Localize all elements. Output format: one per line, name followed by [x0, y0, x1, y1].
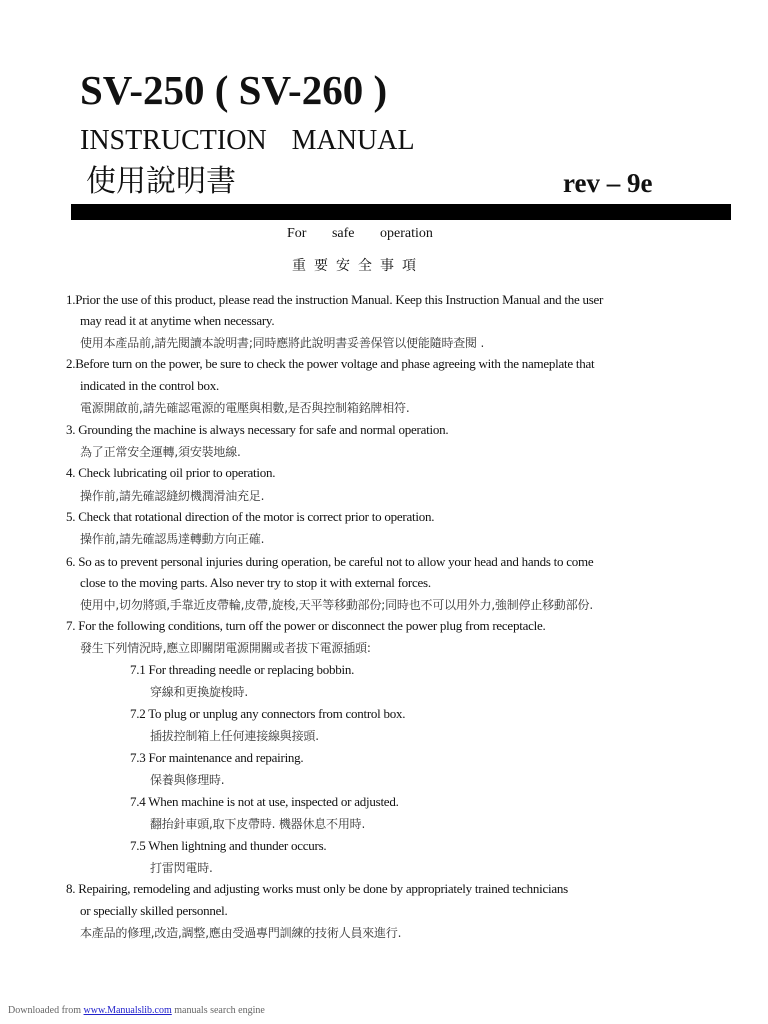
item-8-cn: 本產品的修理,改造,調整,應由受過專門訓練的技術人員來進行.: [80, 926, 402, 940]
item-4-text: 4. Check lubricating oil prior to operation.: [66, 465, 276, 480]
item-5-cn: 操作前,請先確認馬達轉動方向正確.: [80, 532, 265, 546]
item-2-cn: 電源開啟前,請先確認電源的電壓與相數,是否與控制箱銘牌相符.: [80, 401, 410, 415]
item-7-2-cn: 插拔控制箱上任何連接線與接頭.: [150, 729, 319, 743]
item-7-3-cn: 保養與修理時.: [150, 773, 225, 787]
item-3-text: 3. Grounding the machine is always necessary for safe and normal operation.: [66, 422, 449, 437]
revision-label: rev – 9e: [563, 168, 653, 198]
manual-subtitle: INSTRUCTION MANUAL: [80, 125, 415, 156]
model-title: SV-250 ( SV-260 ): [80, 67, 388, 113]
manualslib-link[interactable]: www.Manualslib.com: [83, 1005, 172, 1016]
item-1-cn: 使用本產品前,請先閱讀本說明書;同時應將此說明書妥善保管以便能隨時查閱 .: [80, 336, 485, 350]
item-2-text: 2.Before turn on the power, be sure to check the power voltage and phase agreeing with the nameplate that: [66, 356, 595, 371]
item-7-5-text: 7.5 When lightning and thunder occurs.: [130, 838, 327, 853]
item-7-4-cn: 翻抬針車頭,取下皮帶時. 機器休息不用時.: [150, 817, 366, 831]
safety-heading-cn: 重要安全事項: [292, 258, 424, 274]
safety-heading: For safe operation: [287, 226, 433, 241]
item-7-4-text: 7.4 When machine is not at use, inspected or adjusted.: [130, 794, 399, 809]
item-8-text: 8. Repairing, remodeling and adjusting works must only be done by appropriately trained technicians: [66, 881, 568, 896]
item-7-text: 7. For the following conditions, turn off the power or disconnect the power plug from receptacle.: [66, 618, 546, 633]
item-4-cn: 操作前,請先確認縫紉機潤滑油充足.: [80, 489, 265, 503]
item-8-text-cont: or specially skilled personnel.: [80, 903, 228, 918]
item-1-text: 1.Prior the use of this product, please read the instruction Manual. Keep this Instruction Manual and the user: [66, 292, 604, 307]
item-7-2-text: 7.2 To plug or unplug any connectors from control box.: [130, 706, 406, 721]
download-footer: [8, 1004, 265, 1018]
item-7-cn: 發生下列情況時,應立即關閉電源開關或者拔下電源插頭:: [80, 641, 371, 655]
item-1-text-cont: may read it at anytime when necessary.: [80, 313, 275, 328]
item-6-cn: 使用中,切勿將頭,手靠近皮帶輪,皮帶,旋梭,天平等移動部份;同時也不可以用外力,強制停止移動部份.: [80, 598, 593, 612]
item-6-text-cont: close to the moving parts. Also never try to stop it with external forces.: [80, 575, 431, 590]
footer-prefix: Downloaded from: [8, 1005, 82, 1016]
item-2-text-cont: indicated in the control box.: [80, 378, 219, 393]
footer-suffix: manuals search engine: [171, 1005, 265, 1016]
title-divider-bar: [71, 204, 731, 220]
item-7-1-cn: 穿線和更換旋梭時.: [150, 685, 249, 699]
chinese-title: 使用說明書: [86, 164, 236, 199]
item-7-3-text: 7.3 For maintenance and repairing.: [130, 750, 304, 765]
item-7-1-text: 7.1 For threading needle or replacing bobbin.: [130, 662, 355, 677]
item-5-text: 5. Check that rotational direction of the motor is correct prior to operation.: [66, 509, 435, 524]
item-3-cn: 為了正常安全運轉,須安裝地線.: [80, 445, 241, 459]
item-6-text: 6. So as to prevent personal injuries during operation, be careful not to allow your head and hands to come: [66, 554, 594, 569]
item-7-5-cn: 打雷閃電時.: [150, 861, 213, 875]
